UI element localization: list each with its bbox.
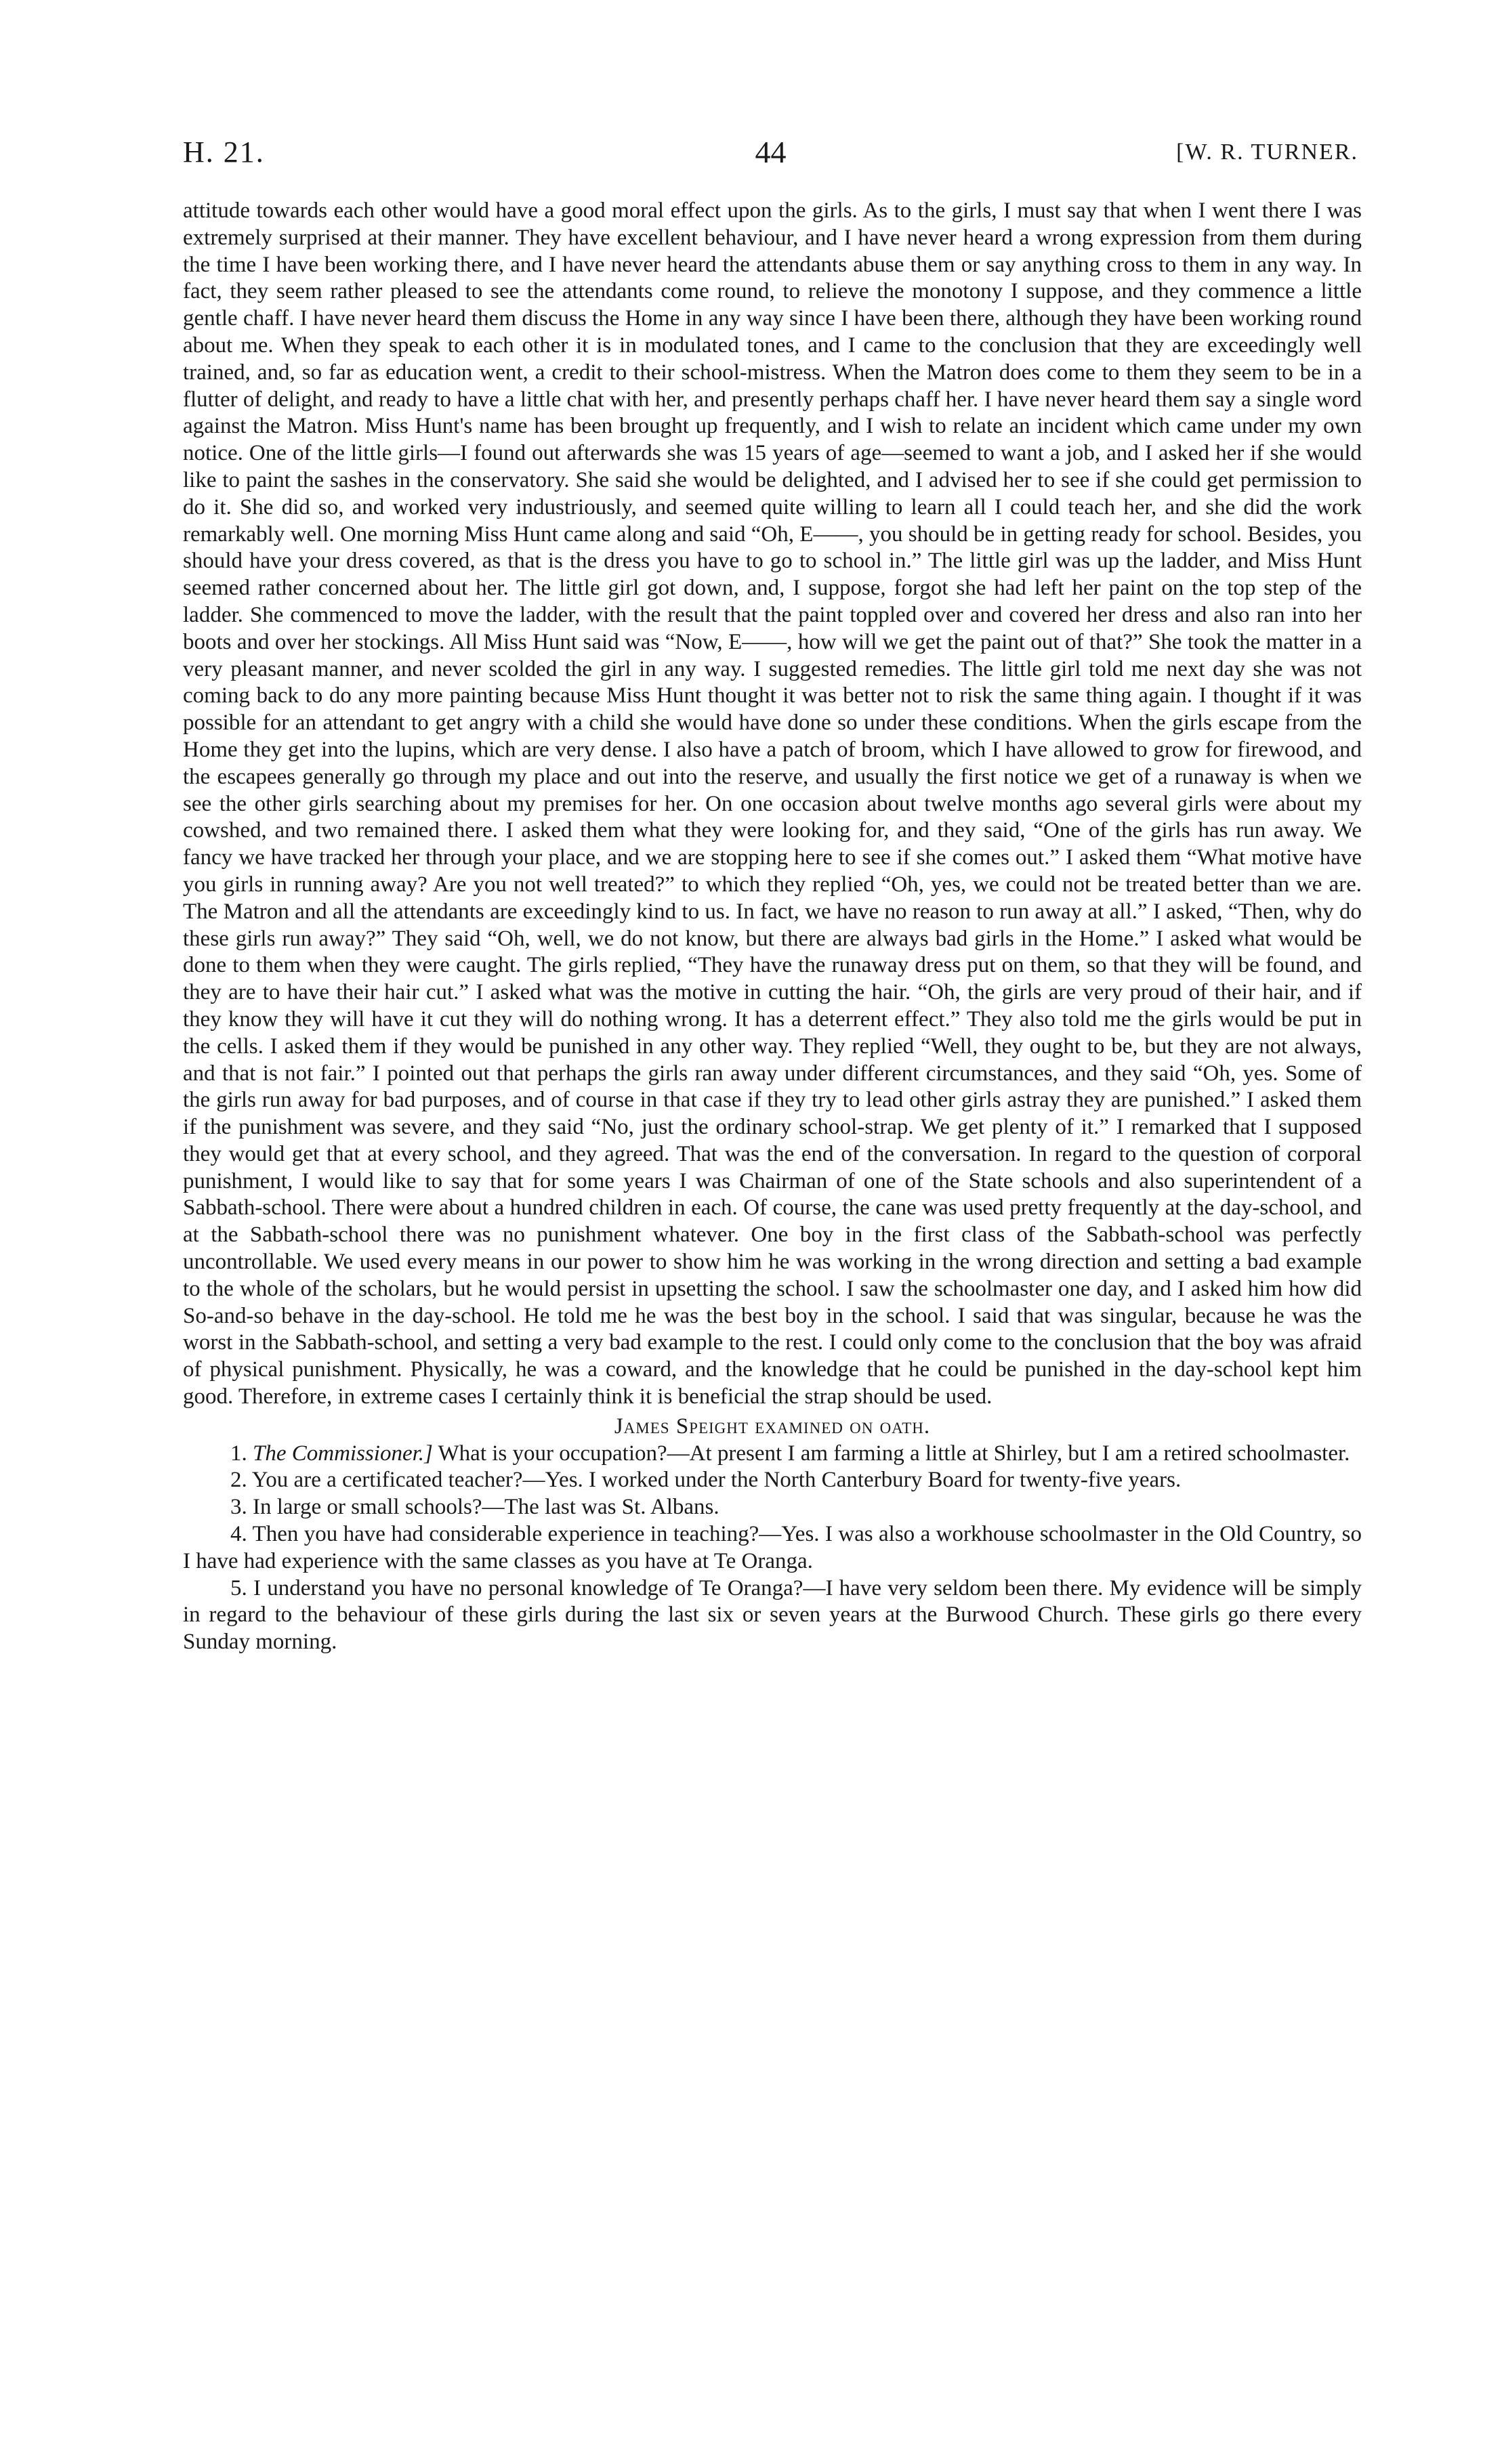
question-3 xyxy=(183,1494,1362,1521)
witness-heading-suffix: examined on oath. xyxy=(748,1414,931,1439)
question-number: 2. xyxy=(230,1468,247,1493)
witness-running-head: [W. R. TURNER. xyxy=(1176,140,1358,165)
question-number: 5. xyxy=(230,1575,247,1600)
page-number: 44 xyxy=(755,135,787,169)
question-number: 1. xyxy=(230,1441,247,1466)
witness-heading xyxy=(183,1414,1362,1441)
witness-name: James Speight xyxy=(614,1414,749,1439)
question-number: 4. xyxy=(230,1522,247,1547)
question-4 xyxy=(183,1521,1362,1575)
testimony-paragraph: attitude towards each other would have a good moral effect upon the girls. As to the girls, I must say that when I went there I was extremely surprised at their manner. They have excellent behaviour, and I have never heard a wrong expression from them during the time I have been working there, and I have never heard the attendants abuse them or say anything cross to them in any way. In fact, they seem rather pleased to see the attendants come round, to relieve the monotony I suppose, and they commence a little gentle chaff. I have never heard them discuss the Home in any way since I have been there, although they have been working round about me. When they speak to each other it is in modulated tones, and I came to the conclusion that they are exceedingly well trained, and, so far as education went, a credit to their school-mistress. When the Matron does come to them they seem to be in a flutter of delight, and ready to have a little chat with her, and presently perhaps chaff her. I have never heard them say a single word against the Matron. Miss Hunt's name has been brought up frequently, and I wish to relate an incident which came under my own notice. One of the little girls—I found out afterwards she was 15 years of age—seemed to want a job, and I asked her if she would like to paint the sashes in the conservatory. She said she would be delighted, and I advised her to see if she could get permission to do it. She did so, and worked very industriously, and seemed quite willing to learn all I could teach her, and she did the work remarkably well. One morning Miss Hunt came along and said “Oh, E——, you should be in getting ready for school. Besides, you should have your dress covered, as that is the dress you have to go to school in.” The little girl was up the ladder, and Miss Hunt seemed rather concerned about her. The little girl got down, and, I suppose, forgot she had left her paint on the top step of the ladder. She commenced to move the ladder, with the result that the paint toppled over and covered her dress and also ran into her boots and over her stockings. All Miss Hunt said was “Now, E——, how will we get the paint out of that?” She took the matter in a very pleasant manner, and never scolded the girl in any way. I suggested remedies. The little girl told me next day she was not coming back to do any more painting because Miss Hunt thought it was better not to risk the same thing again. I thought if it was possible for an attendant to get angry with a child she would have done so under these conditions. When the girls escape from the Home they get into the lupins, which are very dense. I also have a patch of broom, which I have allowed to grow for firewood, and the escapees generally go through my place and out into the reserve, and usually the first notice we get of a runaway is when we see the other girls searching about my premises for her. On one occasion about twelve months ago several girls were about my cowshed, and two remained there. I asked them what they were looking for, and they said, “One of the girls has run away. We fancy we have tracked her through your place, and we are stopping here to see if she comes out.” I asked them “What motive have you girls in running away? Are you not well treated?” to which they replied “Oh, yes, we could not be treated better than we are. The Matron and all the attendants are exceedingly kind to us. In fact, we have no reason to run away at all.” I asked, “Then, why do these girls run away?” They said “Oh, well, we do not know, but there are always bad girls in the Home.” I asked what would be done to them when they were caught. The girls replied, “They have the runaway dress put on them, so that they will be found, and they are to have their hair cut.” I asked what was the motive in cutting the hair. “Oh, the girls are very proud of their hair, and if they know they will have it cut they will do nothing wrong. It has a deterrent effect.” They also told me the girls would be put in the cells. I asked them if they would be punished in any other way. They replied “Well, they ought to be, but they are not always, and that is not fair.” I pointed out that perhaps the girls ran away under different circumstances, and they said “Oh, yes. Some of the girls run away for bad purposes, and of course in that case if they try to lead other girls astray they are punished.” I asked them if the punishment was severe, and they said “No, just the ordinary school-strap. We get plenty of it.” I remarked that I supposed they would get that at every school, and they agreed. That was the end of the conversation. In regard to the question of corporal punishment, I would like to say that for some years I was Chairman of one of the State schools and also superintendent of a Sabbath-school. There were about a hundred children in each. Of course, the cane was used pretty frequently at the day-school, and at the Sabbath-school there was no punishment whatever. One boy in the first class of the Sabbath-school was perfectly uncontrollable. We used every means in our power to show him he was working in the wrong direction and setting a bad example to the whole of the scholars, but he would persist in upsetting the school. I saw the schoolmaster one day, and I asked him how did So-and-so behave in the day-school. He told me he was the best boy in the school. I said that was singular, because he was the worst in the Sabbath-school, and setting a very bad example to the rest. I could only come to the conclusion that the boy was afraid of physical punishment. Physically, he was a coward, and the knowledge that he could be punished in the day-school kept him good. Therefore, in extreme cases I certainly think it is beneficial the strap should be used. xyxy=(183,198,1362,1409)
body-text xyxy=(183,198,1362,1656)
question-speaker: The Commissioner.] xyxy=(253,1441,433,1466)
question-text: I understand you have no personal knowledge of Te Oranga?—I have very seldom been there. My evidence will be simply in regard to the behaviour of these girls during the last six or seven years at the Burwood Church. These girls go there every Sunday morning. xyxy=(183,1575,1362,1655)
question-text: Then you have had considerable experience in teaching?—Yes. I was also a workhouse schoolmaster in the Old Country, so I have had experience with the same classes as you have at Te Oranga. xyxy=(183,1522,1362,1573)
page-header xyxy=(183,129,1358,176)
question-5 xyxy=(183,1575,1362,1656)
question-text: You are a certificated teacher?—Yes. I worked under the North Canterbury Board for twenty-five years. xyxy=(251,1468,1182,1493)
question-1 xyxy=(183,1441,1362,1468)
question-text: What is your occupation?—At present I am farming a little at Shirley, but I am a retired schoolmaster. xyxy=(432,1441,1350,1466)
paper-reference: H. 21. xyxy=(183,135,265,169)
question-text: In large or small schools?—The last was St. Albans. xyxy=(253,1495,719,1520)
question-2 xyxy=(183,1467,1362,1494)
question-number: 3. xyxy=(230,1495,247,1520)
